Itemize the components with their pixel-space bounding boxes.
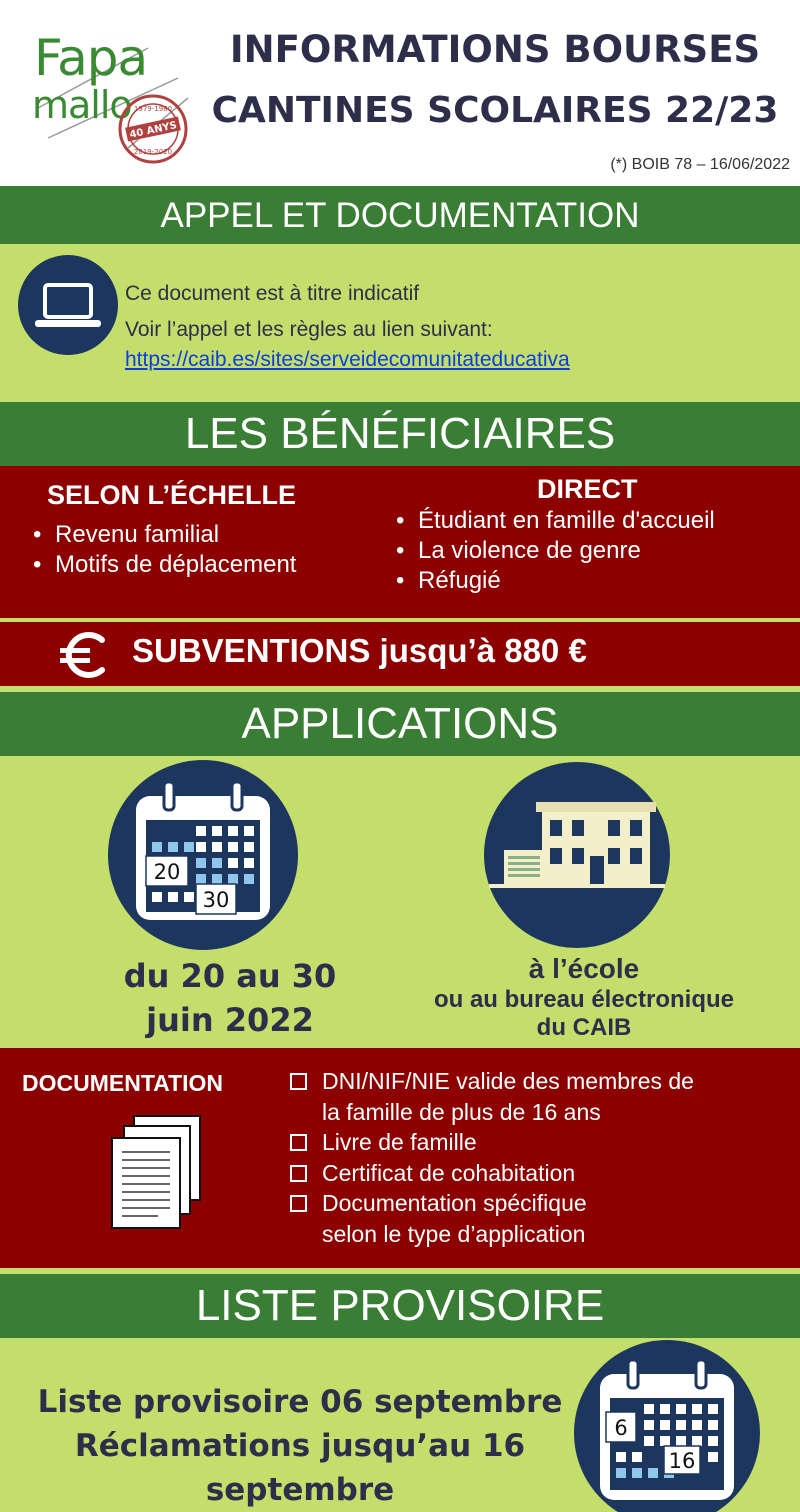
documentation-heading: DOCUMENTATION (22, 1070, 224, 1096)
liste-dates (10, 1380, 590, 1512)
laptop-icon (18, 255, 118, 355)
header (0, 0, 800, 186)
liste-line1: Liste provisoire 06 septembre (37, 1384, 563, 1420)
documents-icon (108, 1114, 204, 1232)
anniversary-seal-icon (118, 94, 188, 164)
checklist-item-continuation (290, 1097, 694, 1128)
calendar-from-day: 6 (614, 1416, 628, 1440)
liste-line3: septembre (205, 1472, 395, 1508)
checklist-item-label: DNI/NIF/NIE valide des membres de (322, 1068, 694, 1094)
logo-word-mallo: mallo (32, 83, 132, 127)
school-building-icon (484, 762, 670, 948)
applications-section-title: APPLICATIONS (241, 699, 559, 748)
subventions-text: SUBVENTIONS jusqu’à 880 € (132, 632, 587, 669)
checklist-item (290, 1158, 694, 1189)
list-item: • Revenu familial (33, 520, 296, 550)
liste-section-title: LISTE PROVISOIRE (195, 1281, 605, 1330)
checklist-item (290, 1188, 694, 1219)
application-dates (110, 954, 350, 1042)
calendar-icon (108, 760, 298, 950)
application-dates-line2: juin 2022 (146, 1001, 314, 1039)
application-place-line3: du CAIB (536, 1014, 632, 1041)
list-item: • Réfugié (396, 566, 715, 596)
checklist-item-label: Livre de famille (322, 1129, 477, 1155)
calendar-to-day: 16 (668, 1449, 696, 1473)
checkbox-icon (290, 1195, 307, 1212)
checkbox-icon (290, 1134, 307, 1151)
seal-mid-text: 40 ANYS (128, 120, 178, 141)
page-title-line1: INFORMATIONS BOURSES (229, 28, 761, 71)
liste-section-header (0, 1274, 800, 1338)
appel-instructions: Voir l’appel et les règles au lien suivant: (125, 318, 493, 341)
school-circle (484, 762, 670, 948)
benef-section-title: LES BÉNÉFICIAIRES (184, 409, 616, 458)
applications-section-header (0, 692, 800, 756)
checklist-item-label: Certificat de cohabitation (322, 1159, 576, 1186)
application-dates-line1: du 20 au 30 (123, 957, 337, 995)
boib-reference: (*) BOIB 78 – 16/06/2022 (610, 156, 790, 173)
checklist-item-label: la famille de plus de 16 ans (322, 1098, 601, 1125)
benef-scale-list (33, 520, 296, 580)
page-title-line2: CANTINES SCOLAIRES 22/23 (211, 90, 779, 131)
list-item: • Étudiant en famille d'accueil (396, 506, 715, 536)
appel-section-title: APPEL ET DOCUMENTATION (160, 196, 640, 235)
checklist-item-continuation (290, 1219, 694, 1250)
checklist-item (290, 1066, 694, 1097)
euro-icon (58, 628, 112, 682)
benef-direct-list (396, 506, 715, 596)
calendar-to-day: 30 (202, 888, 230, 912)
laptop-circle (18, 255, 118, 355)
calendar-circle (574, 1340, 760, 1512)
application-place-line1: à l’école (528, 953, 640, 984)
seal-bottom-text: 2019-2020 (133, 148, 173, 156)
checklist-item (290, 1127, 694, 1158)
logo-word-fapa: Fapa (34, 29, 148, 87)
list-item: • La violence de genre (396, 536, 715, 566)
benef-scale-heading: SELON L’ÉCHELLE (47, 480, 297, 510)
calendar-icon (574, 1340, 760, 1512)
benef-direct-heading: DIRECT (537, 474, 638, 504)
appel-note: Ce document est à titre indicatif (125, 282, 420, 305)
fapa-logo (28, 28, 198, 168)
seal-top-text: 1979-1980 (133, 105, 173, 113)
checkbox-icon (290, 1073, 307, 1090)
list-item: • Motifs de déplacement (33, 550, 296, 580)
checkbox-icon (290, 1165, 307, 1182)
benef-section-header (0, 402, 800, 466)
documentation-checklist (290, 1066, 694, 1249)
liste-line2: Réclamations jusqu’au 16 (74, 1428, 526, 1464)
appel-section-header (0, 186, 800, 244)
application-place (396, 952, 772, 1042)
checklist-item-label: Documentation spécifique (322, 1190, 587, 1216)
application-place-line2: ou au bureau électronique (433, 986, 735, 1013)
calendar-from-day: 20 (153, 860, 181, 884)
appel-link[interactable]: https://caib.es/sites/serveidecomunitateducativa (125, 348, 570, 371)
calendar-circle (108, 760, 298, 950)
checklist-item-label: selon le type d’application (322, 1220, 586, 1247)
